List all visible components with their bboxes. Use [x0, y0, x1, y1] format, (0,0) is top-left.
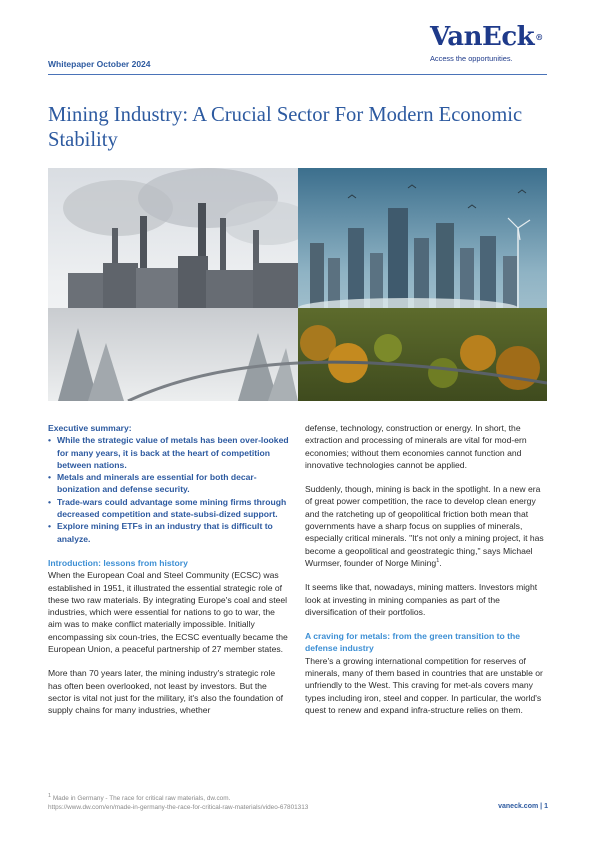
left-column: [48, 422, 290, 717]
body-paragraph: There's a growing international competition for reserves of minerals, many of them based in countries that are unstable or unfriendly to the West. This craving for met-als covers many types including iron, steel and copper. In particular, the world's quest to renew and expand infra-structure relies on them.: [305, 655, 543, 715]
industrial-vs-green-city-illustration: [48, 168, 547, 401]
footer-separator: |: [540, 803, 543, 810]
page-footer: [470, 803, 548, 810]
footnote-link[interactable]: https://www.dw.com/en/made-in-germany-the-race-for-critical-raw-materials/video-67801313: [48, 804, 309, 811]
summary-bullet: • Metals and minerals are essential for both decar-bonization and defense security.: [48, 471, 290, 496]
footnote-text: Made in Germany - The race for critical raw materials, dw.com.: [52, 795, 231, 802]
summary-bullet: • Explore mining ETFs in an industry that is difficult to analyze.: [48, 520, 290, 545]
executive-summary-heading: Executive summary:: [48, 423, 132, 433]
body-paragraph: It seems like that, nowadays, mining matters. Investors might look at investing in mining companies as part of the diversification of their portfolios.: [305, 582, 538, 617]
vaneck-logo[interactable]: [430, 22, 550, 63]
body-paragraph: More than 70 years later, the mining industry's strategic role has often been overlooked, not least by investors. But the sector is vital not just for the military, it's also the foundation of supply chains for many industries, whether: [48, 668, 284, 716]
summary-bullet: • While the strategic value of metals has been over-looked for many years, it is back at the heart of competition between nations.: [48, 434, 290, 471]
page-number: 1: [544, 803, 548, 810]
hero-image: [48, 168, 547, 401]
body-paragraph: defense, technology, construction or energy. In short, the extraction and processing of minerals are vital for mod-ern economies; without them economies cannot function and innovative technologies cannot be applied.: [305, 423, 527, 470]
footnote-reference[interactable]: 1: [436, 558, 440, 565]
logo-registered-mark: ®: [535, 32, 543, 42]
page-title: Mining Industry: A Crucial Sector For Modern Economic Stability: [48, 104, 523, 151]
logo-wordmark: VanEck: [430, 22, 535, 52]
body-paragraph: Suddenly, though, mining is back in the spotlight. In a new era of great power competition, the race to develop clean energy and the ratcheting up of geopolitical friction both mean that governments have a sharp focus on supplies of minerals, especially critical minerals. "It's not only a mining project, it has become a geopolitical and geostrategic thing," says Michael Wurmser, founder of Norge Mining$^1$.: [305, 484, 544, 568]
quote-paragraph-text: Suddenly, though, mining is back in the spotlight. In a new era of great power competition, the race to develop clean energy and the ratcheting up of geopolitical friction both mean that governments have a sharp focus on supplies of minerals, especially critical minerals. "It's not only a mining project, it has become a geopolitical and geostrategic thing," says Michael Wurmser, founder of Norge Mining: [305, 484, 544, 568]
executive-summary-list: [48, 434, 290, 545]
section-heading: A craving for metals: from the green transition to the defense industry: [305, 631, 521, 654]
website-link[interactable]: vaneck.com: [498, 803, 539, 810]
footnote-number: 1: [48, 792, 52, 799]
document-label: Whitepaper October 2024: [48, 59, 151, 69]
footnote: [48, 794, 428, 812]
summary-bullet: • Trade-wars could advantage some mining firms through decreased competition and state-subsi-dized support.: [48, 496, 290, 521]
introduction-heading: Introduction: lessons from history: [48, 557, 188, 568]
logo-tagline: Access the opportunities.: [430, 54, 513, 63]
right-column: [305, 422, 548, 716]
header-divider: [48, 74, 547, 75]
introduction-paragraph: When the European Coal and Steel Community (ECSC) was established in 1951, it illustrated the essential strategic role of these two raw materials. By integrating Europe's coal and steel industries, which were essential for nations to go to war, the aim was to make conflict materially impossible. Initially encompassing six coun-tries, the ECSC eventually became the European Union, a peaceful partnership of 27 member states.: [48, 570, 288, 655]
